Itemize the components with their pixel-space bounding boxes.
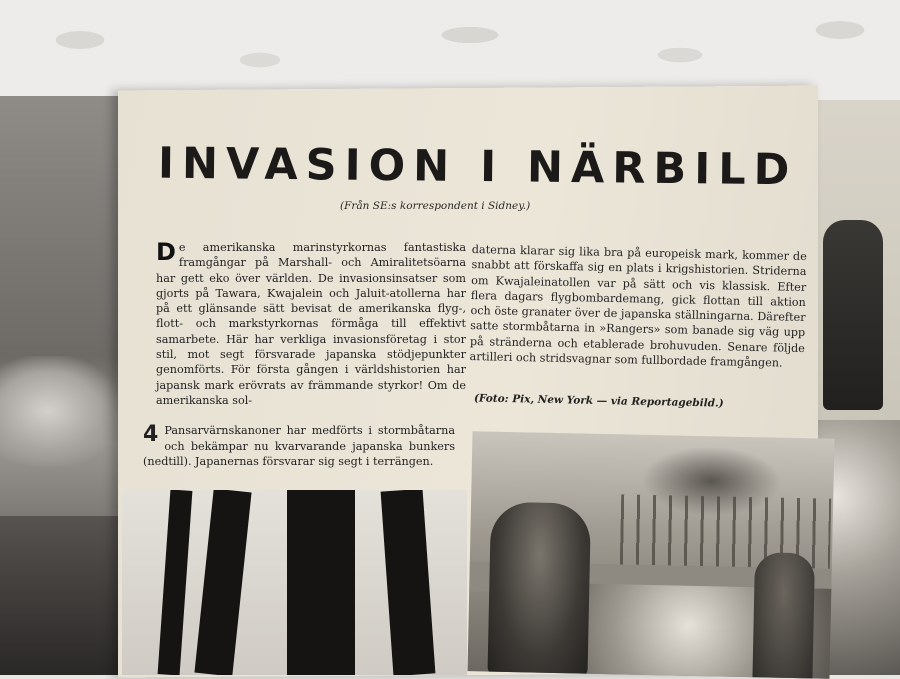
photo-credit: (Foto: Pix, New York — via Reportagebild.) (473, 392, 724, 410)
palm-trunk (194, 490, 251, 675)
article-column-2: daterna klarar sig lika bra på europeisk mark, kommer de snabbt att förskaffa sig en plats i krigshistorien. Striderna om Kwajaleinatollen var på sätt och vis klassisk. Efter flera dagars flygbombardemang, gick flottan till aktion och öste granater över de japanska ställningarna. Därefter satte stormbåtarna in »Rangers» som banade sig väg upp på stränderna och etablerade brohuvuden. Senare följde artilleri och stridsvagnar som fullbordade framgången. (469, 242, 807, 370)
smoke-cloud (0, 356, 120, 466)
photo-palm-trunks (122, 490, 467, 675)
article-column-1 (156, 240, 466, 408)
photo-caption (143, 423, 455, 470)
column-1-text: e amerikanska marinstyrkornas fantastiska framgångar på Marshall- och Amiralitetsöarna har gett eko över världen. De invasionsinsatser som gjorts på Tawara, Kwajalein och Jaluit-atollerna har på ett glänsande sätt bevisat de amerikanska flyg-, flott- och markstyrkornas förmåga till effektivt samarbete. Här har verkliga invasionsföretag i stor stil, mot segt försvarade japanska stödjepunkter genomförts. För första gången i världshistorien har japansk mark erövrats av främmande styrkor! Om de amerikanska sol- (156, 241, 466, 407)
caption-number: 4 (143, 422, 159, 447)
palm-trunk (287, 490, 355, 675)
article-headline: INVASION I NÄRBILD (157, 138, 798, 196)
soldier-figure (823, 220, 883, 410)
photo-beach-combat (468, 431, 835, 679)
soldier-background (752, 552, 815, 679)
drop-cap: D (156, 238, 176, 266)
soldier-foreground (487, 502, 591, 679)
article-byline: (Från SE:s korrespondent i Sidney.) (340, 200, 531, 212)
palm-trunk (158, 490, 193, 675)
caption-text: Pansarvärnskanoner har medförts i stormbåtarna och bekämpar nu kvarvarande japanska bunkers (nedtill). Japanernas försvarar sig segt i terrängen. (143, 424, 455, 468)
palm-trunk (381, 490, 436, 675)
